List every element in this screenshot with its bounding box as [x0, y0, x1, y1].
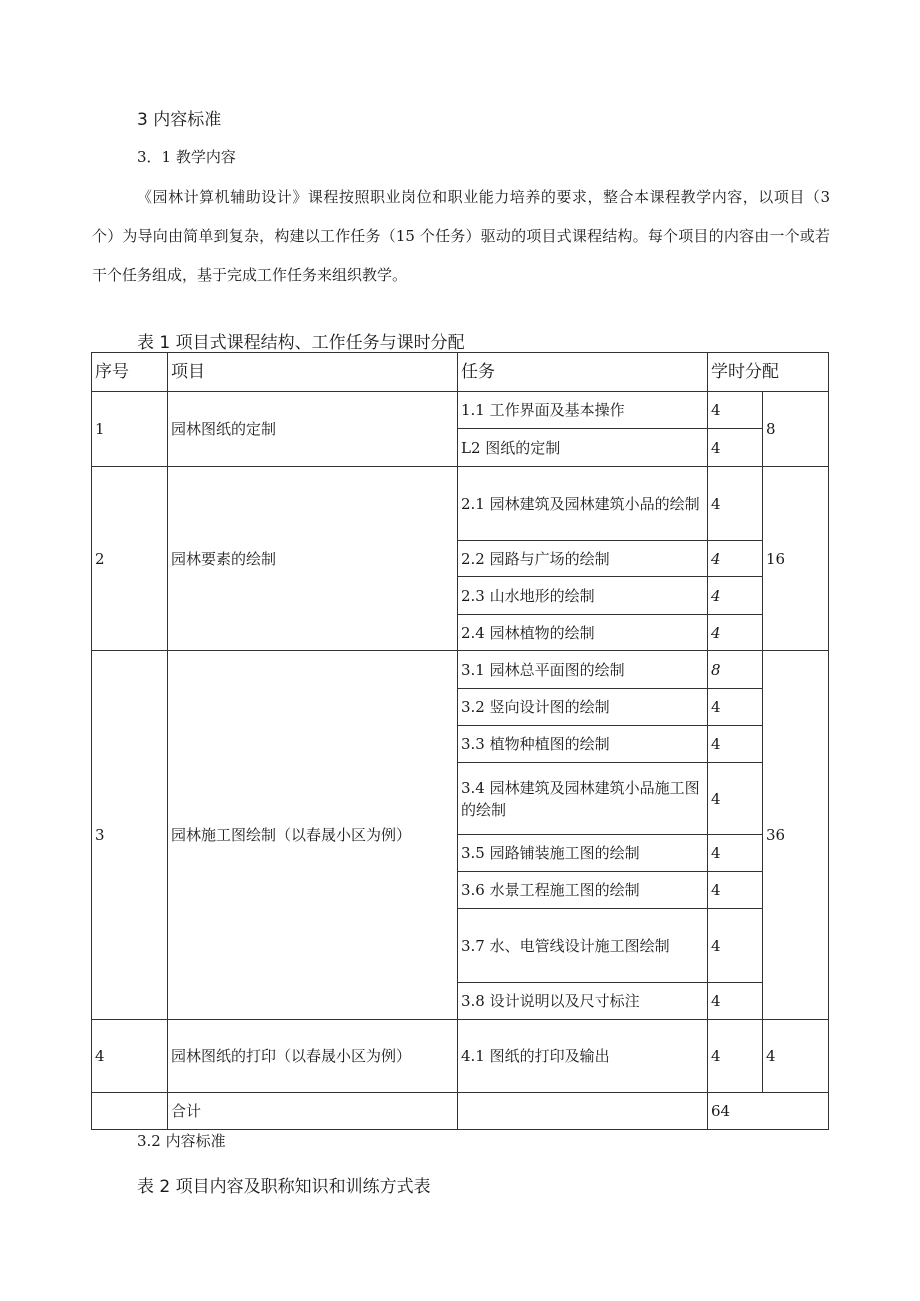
intro-paragraph: 《园林计算机辅助设计》课程按照职业岗位和职业能力培养的要求，整合本课程教学内容，以项目（3 个）为导向由简单到复杂，构建以工作任务（15 个任务）驱动的项目式课程结构。每个项目的内容由一个或若干个任务组成，基于完成工作任务来组织教学。 [92, 188, 830, 284]
table-row [92, 651, 829, 689]
project-no: 1 [92, 392, 168, 467]
task-hours: 4 [708, 467, 763, 541]
task-cell: 3.4 园林建筑及园林建筑小品施工图的绘制 [458, 763, 708, 835]
section-heading: 3 内容标准 [137, 110, 222, 130]
project-name: 园林图纸的定制 [168, 392, 458, 467]
sum-empty-cell [92, 1093, 168, 1130]
task-cell: 3.1 园林总平面图的绘制 [458, 651, 708, 689]
task-cell: 1.1 工作界面及基本操作 [458, 392, 708, 429]
table1-caption: 表 1 项目式课程结构、工作任务与课时分配 [137, 333, 465, 353]
task-hours: 4 [708, 726, 763, 763]
task-cell: L2 图纸的定制 [458, 429, 708, 467]
task-cell: 3.5 园路铺装施工图的绘制 [458, 835, 708, 872]
task-hours: 4 [708, 763, 763, 835]
project-name: 园林图纸的打印（以春晟小区为例） [168, 1020, 458, 1093]
table-row [92, 467, 829, 541]
task-cell: 2.4 园林植物的绘制 [458, 615, 708, 651]
project-name: 园林要素的绘制 [168, 467, 458, 651]
project-total: 16 [763, 467, 829, 651]
table-row [92, 1020, 829, 1093]
task-hours: 4 [708, 983, 763, 1020]
table-header-row [92, 353, 829, 392]
task-cell: 2.3 山水地形的绘制 [458, 577, 708, 615]
header-hours: 学时分配 [708, 353, 829, 392]
project-total: 36 [763, 651, 829, 1020]
task-hours: 4 [708, 909, 763, 983]
project-total: 8 [763, 392, 829, 467]
task-cell: 3.8 设计说明以及尺寸标注 [458, 983, 708, 1020]
task-hours: 8 [708, 651, 763, 689]
task-hours: 4 [708, 1020, 763, 1093]
task-cell: 4.1 图纸的打印及输出 [458, 1020, 708, 1093]
task-cell: 2.1 园林建筑及园林建筑小品的绘制 [458, 467, 708, 541]
sum-label: 合计 [168, 1093, 458, 1130]
task-hours: 4 [708, 835, 763, 872]
task-hours: 4 [708, 429, 763, 467]
subsection-heading-2: 3.2 内容标准 [137, 1132, 226, 1150]
task-cell: 3.2 竖向设计图的绘制 [458, 689, 708, 726]
subsection-heading: 3．1 教学内容 [137, 148, 236, 166]
table-row [92, 392, 829, 429]
project-no: 3 [92, 651, 168, 1020]
task-hours: 4 [708, 689, 763, 726]
task-cell: 3.7 水、电管线设计施工图绘制 [458, 909, 708, 983]
table2-caption: 表 2 项目内容及职称知识和训练方式表 [137, 1177, 431, 1197]
task-cell: 3.6 水景工程施工图的绘制 [458, 872, 708, 909]
course-structure-table [91, 352, 829, 1130]
sum-row [92, 1093, 829, 1130]
project-no: 4 [92, 1020, 168, 1093]
task-cell: 3.3 植物种植图的绘制 [458, 726, 708, 763]
task-cell: 2.2 园路与广场的绘制 [458, 541, 708, 577]
header-project: 项目 [168, 353, 458, 392]
sum-value: 64 [708, 1093, 829, 1130]
task-hours: 4 [708, 577, 763, 615]
task-hours: 4 [708, 541, 763, 577]
project-name: 园林施工图绘制（以春晟小区为例） [168, 651, 458, 1020]
task-hours: 4 [708, 872, 763, 909]
project-total: 4 [763, 1020, 829, 1093]
project-no: 2 [92, 467, 168, 651]
header-no: 序号 [92, 353, 168, 392]
sum-empty-cell [458, 1093, 708, 1130]
header-task: 任务 [458, 353, 708, 392]
task-hours: 4 [708, 392, 763, 429]
task-hours: 4 [708, 615, 763, 651]
